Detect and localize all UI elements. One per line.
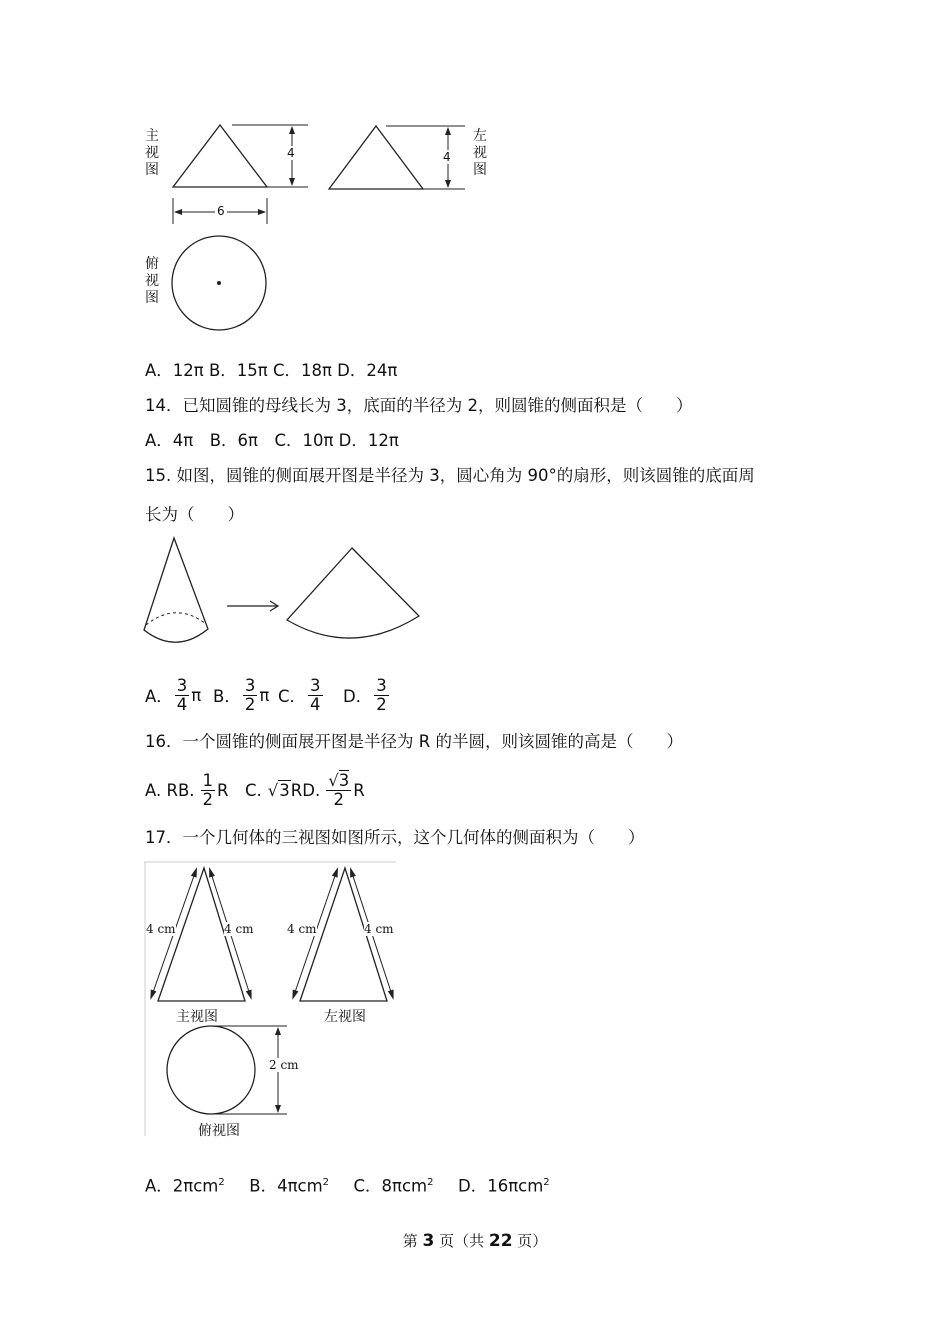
q17-option-d: D．16πcm: [458, 1176, 544, 1196]
q13-figure: [140, 118, 500, 340]
sector-shape: [287, 548, 419, 638]
q16-option-d-suffix: R: [353, 780, 365, 800]
cone-shape: [144, 538, 208, 642]
q15-question-line1: 15. 如图，圆锥的侧面展开图是半径为 3，圆心角为 90°的扇形，则该圆锥的底面周: [145, 466, 755, 485]
top-view-label: 俯 视 图: [145, 256, 159, 306]
q17-question: 17．一个几何体的三视图如图所示，这个几何体的侧面积为（ ）: [145, 828, 645, 847]
q16-options: [145, 767, 565, 813]
q17-figure-svg: [144, 860, 400, 1140]
main-height-label: 4: [287, 146, 295, 160]
q16-option-d-label: D.: [302, 780, 321, 800]
q15-option-a-label: A．: [145, 687, 173, 706]
page-number: 3: [422, 1231, 435, 1251]
page-total: 22: [488, 1231, 513, 1251]
q15-options: [145, 672, 565, 718]
main-view-triangle: [173, 125, 267, 187]
q17-main-caption: 主视图: [176, 1009, 218, 1025]
q15-option-d-label: D．: [343, 687, 373, 706]
width-label: 6: [217, 204, 225, 218]
q17-main-left-dim: 4 cm: [146, 922, 176, 936]
q15-option-c-label: C．: [278, 687, 307, 706]
q17-option-c: C．8πcm: [353, 1176, 428, 1196]
cone-hidden-arc: [146, 613, 206, 625]
q15-option-b-label: B．: [213, 687, 241, 706]
q15-question-line2: 长为（ ）: [145, 505, 244, 524]
q17-option-b: B．4πcm: [249, 1176, 323, 1196]
q16-question: 16．一个圆锥的侧面展开图是半径为 R 的半圆，则该圆锥的高是（ ）: [145, 732, 683, 751]
q15-option-a-fraction: $\frac{3}{4}$: [176, 675, 188, 714]
q15-option-b-fraction: $\frac{3}{2}$: [244, 675, 256, 714]
q17-option-a: A．2πcm: [145, 1176, 219, 1196]
page-footer: 第 3 页（共 22 页）: [402, 1231, 548, 1251]
q15-option-c-fraction: $\frac{3}{4}$: [310, 675, 321, 714]
q17-left-caption: 左视图: [324, 1009, 366, 1025]
q15-option-a-pi: π: [191, 685, 202, 705]
main-view-label: 主 视 图: [145, 128, 159, 178]
q17-left-left-dim: 4 cm: [287, 922, 317, 936]
q16-option-d-fraction: $\frac{√3}{2}$: [328, 770, 350, 809]
left-view-label: 左 视 图: [473, 128, 487, 178]
q17-diameter-dim: 2 cm: [269, 1058, 299, 1072]
q16-option-b-suffix: R: [217, 780, 229, 800]
q17-top-circle: [167, 1026, 255, 1114]
q17-left-right-dim: 4 cm: [364, 922, 394, 936]
q14-question: 14．已知圆锥的母线长为 3，底面的半径为 2，则圆锥的侧面积是（ ）: [145, 396, 693, 415]
q16-option-b-fraction: $\frac{1}{2}$: [202, 770, 214, 809]
q14-options: A．4π B．6π C．10π D．12π: [145, 431, 399, 450]
q16-option-c-suffix: R: [290, 780, 303, 800]
q13-options: A．12π B．15π C．18π D．24π: [145, 361, 398, 380]
center-dot: [217, 281, 221, 285]
q15-option-b-pi: π: [259, 685, 270, 705]
q17-options: A．2πcm$^2$ B．4πcm$^2$ C．8πcm$^2$ D．16πcm$^2$: [145, 1176, 550, 1196]
q15-figure-svg: [140, 533, 430, 653]
q16-option-a: A. RB.: [145, 780, 195, 800]
q15-option-d-fraction: $\frac{3}{2}$: [376, 675, 387, 714]
q16-option-c-label: C.: [245, 780, 262, 800]
q16-option-c-sqrt: √3: [267, 780, 290, 800]
q15-figure: [140, 533, 430, 653]
left-view-triangle: [329, 126, 423, 189]
q17-main-right-dim: 4 cm: [224, 922, 254, 936]
left-height-label: 4: [443, 150, 451, 164]
q17-figure: [144, 860, 400, 1140]
q17-top-caption: 俯视图: [198, 1123, 240, 1139]
